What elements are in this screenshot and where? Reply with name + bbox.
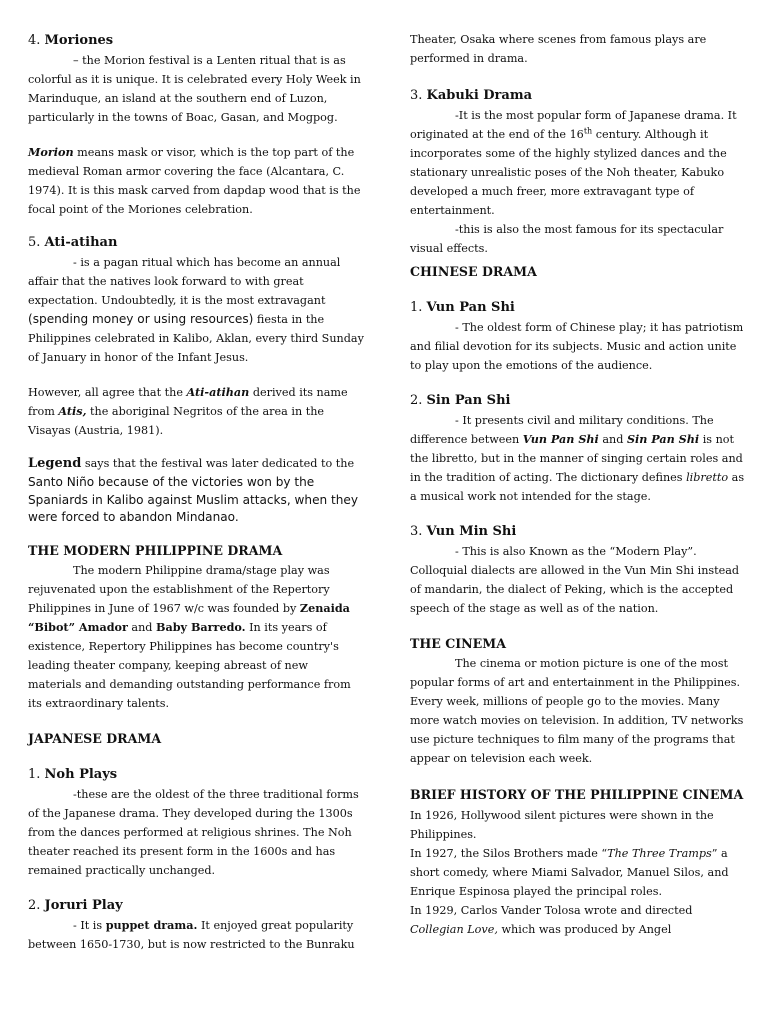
text-run: It enjoyed great popularity between 1650-1730, but is now restricted to the Bunraku [28,918,355,951]
text-run: and [127,620,157,634]
item-number: 2. [28,897,41,913]
film-title: Collegian Love, [410,923,498,936]
noh-paragraph: -these are the oldest of the three traditional forms of the Japanese drama. They developed during the 1300s from the dances performed at religious shrines. The Noh theater reached its present form in the 1600s and has remained practically unchanged. [28,787,359,877]
chinese-drama-heading: CHINESE DRAMA [410,264,537,279]
ati-term: Ati-atihan [186,385,250,399]
ati-origin-paragraph [28,383,364,440]
vun-min-shi-heading [410,522,746,542]
sin-pan-shi-term: Sin Pan Shi [626,432,700,446]
continued-paragraph: Theater, Osaka where scenes from famous plays are performed in drama. [410,33,707,65]
text-run: - It presents civil and military conditions. The difference between [410,414,714,446]
moriones-paragraph: – the Morion festival is a Lenten ritual that is as colorful as it is unique. It is celebrated every Holy Week in Marinduque, an island at the southern end of Luzon, particularly in the towns of Boac, Gasan, and Mogpog. [28,54,361,124]
vun-pan-shi-heading [410,298,746,318]
history-1926: In 1926, Hollywood silent pictures were shown in the Philippines. [410,809,714,841]
heading-title: Moriones [44,33,114,48]
puppet-term: puppet drama. [105,917,198,932]
sin-pan-shi-heading [410,391,746,411]
morion-paragraph [28,143,364,219]
film-title: The Three Tramps [607,847,712,860]
joruri-heading [28,896,364,916]
legend-term: Legend [28,456,82,471]
text-run: - It is [73,918,106,932]
text-run: which was produced by Angel [497,923,672,936]
history-1929 [410,901,746,939]
libretto-term: libretto [686,471,729,484]
founder-name: Baby Barredo. [156,619,246,634]
heading-title: Kabuki Drama [426,88,533,103]
item-number: 2. [410,393,423,408]
text-run: In 1927, the Silos Brothers made “ [410,847,608,860]
text-run: In its years of existence, Repertory Philippines has become country's leading theater company, keeping abreast of new materials and demanding outstanding performance from its extraordinary talents. [28,620,351,710]
item-number: 1. [410,300,423,315]
text-run: says that the festival was later dedicated to the [81,457,355,470]
heading-title: Ati-atihan [44,235,118,250]
text-run: In 1929, Carlos Vander Tolosa wrote and directed [410,904,693,917]
item-number: 5. [28,235,41,250]
vun-min-shi-paragraph: - This is also Known as the “Modern Play”. Colloquial dialects are allowed in the Vun Min Shi instead of mandarin, the dialect of Peking, which is the accepted speech of the stage as well as of the nation. [410,545,740,615]
moriones-heading [28,31,364,51]
japanese-drama-heading: JAPANESE DRAMA [28,730,162,746]
sin-pan-shi-paragraph [410,411,746,506]
text-run: However, all agree that the [28,386,187,399]
item-number: 1. [28,766,41,782]
legend-paragraph [28,454,364,527]
modern-drama-heading: THE MODERN PHILIPPINE DRAMA [28,542,283,558]
joruri-paragraph [28,916,364,954]
cinema-paragraph: The cinema or motion picture is one of the most popular forms of art and entertainment in the Philippines. Every week, millions of people go to the movies. Many more watch movies on television. In addition, TV networks use picture techniques to film many of the programs that appear on television each week. [410,657,744,765]
text-run: and [598,433,627,446]
text-run: fiesta in the Philippines celebrated in Kalibo, Aklan, every third Sunday of January in honor of the Infant Jesus. [28,313,364,364]
founder-name: Zenaida “Bibot” Amador [28,600,350,634]
kabuki-heading [410,86,746,106]
text-run: is not the libretto, but in the manner of singing certain roles and in the tradition of acting. The dictionary defines [410,433,743,484]
text-run: as a musical work not intended for the stage. [410,471,745,503]
text-run: derived its name from [28,386,348,418]
ati-atihan-paragraph [28,253,364,367]
modern-drama-paragraph [28,561,364,713]
atis-term: Atis, [58,404,87,418]
item-number: 3. [410,88,423,103]
kabuki-paragraph [410,106,746,220]
heading-title: Joruri Play [44,897,123,913]
ati-atihan-heading [28,233,364,253]
vun-pan-shi-term: Vun Pan Shi [522,432,599,446]
cinema-heading: THE CINEMA [410,636,506,651]
item-number: 3. [410,524,423,539]
text-run-sans: (spending money or using resources) [28,312,254,326]
kabuki-paragraph-2: -this is also the most famous for its spectacular visual effects. [410,223,724,255]
item-number: 4. [28,33,41,48]
text-run: -It is the most popular form of Japanese drama. It originated at the end of the 16 [410,109,737,141]
text-run: century. Although it incorporates some of the highly stylized dances and the stationary unrealistic poses of the Noh theater, Kabuko developed a much freer, more extravagant type of entertainment. [410,128,727,217]
vun-pan-shi-paragraph: - The oldest form of Chinese play; it has patriotism and filial devotion for its subjects. Music and action unite to play upon the emotions of the audience. [410,321,744,372]
text-run: ” a short comedy, where Miami Salvador, Manuel Silos, and Enrique Espinosa played the principal roles. [410,847,729,898]
text-run-sans: Santo Niño because of the victories won by the Spaniards in Kalibo against Muslim attacks, when they were forced to abandon Mindanao. [28,475,359,524]
history-1927 [410,844,746,901]
morion-term: Morion [28,145,74,159]
text-run: the aboriginal Negritos of the area in the Visayas (Austria, 1981). [28,405,325,437]
brief-history-heading: BRIEF HISTORY OF THE PHILIPPINE CINEMA [410,787,744,802]
noh-heading [28,765,364,785]
heading-title: Vun Min Shi [426,524,517,539]
right-column [410,30,746,939]
heading-title: Vun Pan Shi [426,300,515,315]
left-column [28,31,364,954]
text-run: The modern Philippine drama/stage play was rejuvenated upon the establishment of the Repertory Philippines in June of 1967 w/c was founded by [28,563,330,615]
text-run: - is a pagan ritual which has become an annual affair that the natives look forward to with great expectation. Undoubtedly, it is the most extravagant [28,256,341,307]
superscript: th [583,126,593,136]
heading-title: Sin Pan Shi [426,393,511,408]
heading-title: Noh Plays [44,766,118,782]
morion-text: means mask or visor, which is the top part of the medieval Roman armor covering the face (Alcantara, C. 1974). It is this mask carved from dapdap wood that is the focal point of the Moriones celebration. [28,146,361,216]
